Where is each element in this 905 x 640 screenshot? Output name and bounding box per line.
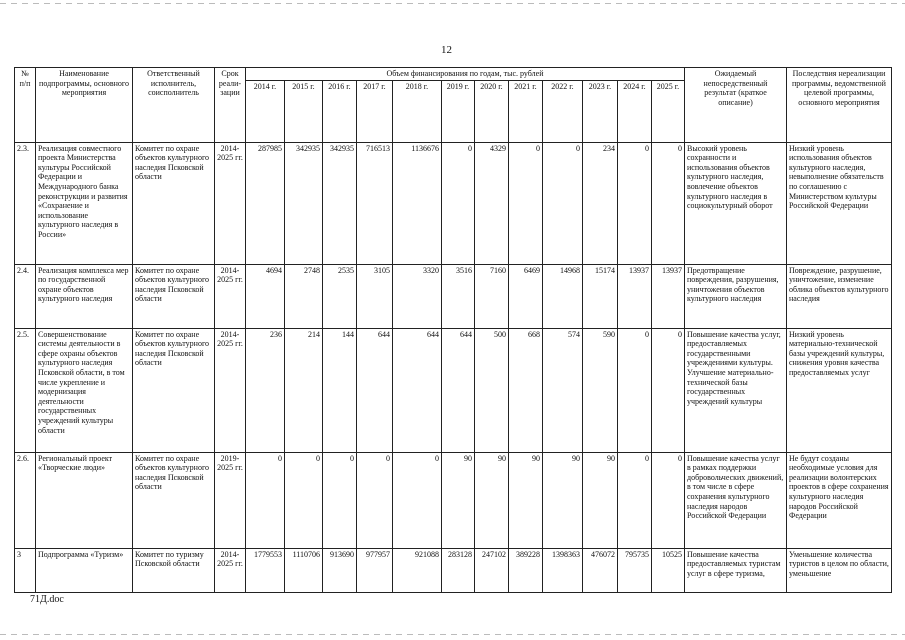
table-row [15,328,892,452]
row-value: 90 [583,452,618,548]
header-responsible: Ответственный исполнитель, соисполнитель [133,68,215,143]
row-value: 590 [583,328,618,452]
row-consequences: Повреждение, разрушение, уничтожение, изменение облика объектов культурного наследия [787,264,892,328]
header-financing: Объем финансирования по годам, тыс. рублей [246,68,685,81]
row-responsible: Комитет по охране объектов культурного наследия Псковской области [133,328,215,452]
row-value: 913690 [323,548,357,592]
row-value: 3320 [393,264,442,328]
row-value: 0 [442,142,475,264]
row-value: 0 [285,452,323,548]
row-name: Региональный проект «Творческие люди» [36,452,133,548]
row-value: 795735 [618,548,652,592]
row-value: 1779553 [246,548,285,592]
row-value: 0 [323,452,357,548]
row-responsible: Комитет по охране объектов культурного наследия Псковской области [133,264,215,328]
row-value: 13937 [652,264,685,328]
row-value: 2748 [285,264,323,328]
year-header: 2015 г. [285,80,323,142]
year-header: 2022 г. [543,80,583,142]
year-header: 2021 г. [509,80,543,142]
document-filename: 71Д.doc [30,594,64,605]
row-result: Повышение качества услуг в рамках поддержки добровольческих движений, в том числе в сфере сохранения культурного наследия народов Российской Федерации [685,452,787,548]
row-value: 14968 [543,264,583,328]
row-value: 1110706 [285,548,323,592]
row-num: 2.5. [15,328,36,452]
row-value: 500 [475,328,509,452]
row-name: Совершенствование системы деятельности в сфере охраны объектов культурного наследия Псковской области, в том числе укрепление и модернизация деятельности государственных учреждений культуры области [36,328,133,452]
row-result: Повышение качества услуг, предоставляемых государственными учреждениями культуры. Улучшение материально-технической базы государственных учреждений культуры [685,328,787,452]
row-value: 234 [583,142,618,264]
row-num: 2.6. [15,452,36,548]
row-value: 1398363 [543,548,583,592]
row-name: Подпрограмма «Туризм» [36,548,133,592]
year-header: 2017 г. [357,80,393,142]
row-result: Высокий уровень сохранности и использования объектов культурного наследия, вовлечение объектов культурного наследия в социокультурный оборот [685,142,787,264]
year-header: 2025 г. [652,80,685,142]
row-consequences: Низкий уровень материально-технической базы учреждений культуры, снижения уровня качества предоставляемых услуг [787,328,892,452]
row-value: 247102 [475,548,509,592]
table-row [15,264,892,328]
year-header: 2020 г. [475,80,509,142]
year-header: 2024 г. [618,80,652,142]
row-result: Повышение качества предоставляемых туристам услуг в сфере туризма, [685,548,787,592]
row-value: 389228 [509,548,543,592]
row-value: 4694 [246,264,285,328]
row-value: 2535 [323,264,357,328]
year-header: 2014 г. [246,80,285,142]
row-value: 0 [652,328,685,452]
row-value: 0 [357,452,393,548]
row-value: 3516 [442,264,475,328]
row-value: 0 [652,452,685,548]
row-value: 668 [509,328,543,452]
row-value: 0 [543,142,583,264]
row-responsible: Комитет по охране объектов культурного наследия Псковской области [133,142,215,264]
row-term: 2014-2025 гг. [215,264,246,328]
row-name: Реализация комплекса мер по государственной охране объектов культурного наследия [36,264,133,328]
scan-edge-top [0,3,905,4]
row-term: 2014-2025 гг. [215,142,246,264]
row-value: 13937 [618,264,652,328]
row-value: 283128 [442,548,475,592]
row-value: 0 [618,328,652,452]
row-value: 977957 [357,548,393,592]
year-header: 2016 г. [323,80,357,142]
row-value: 10525 [652,548,685,592]
year-header: 2018 г. [393,80,442,142]
row-value: 342935 [285,142,323,264]
row-num: 2.3. [15,142,36,264]
financing-table [14,67,892,593]
table-row [15,142,892,264]
row-value: 0 [393,452,442,548]
row-value: 342935 [323,142,357,264]
row-value: 90 [543,452,583,548]
row-term: 2014-2025 гг. [215,328,246,452]
row-value: 3105 [357,264,393,328]
row-value: 716513 [357,142,393,264]
row-value: 0 [652,142,685,264]
row-term: 2019-2025 гг. [215,452,246,548]
row-value: 644 [393,328,442,452]
row-responsible: Комитет по охране объектов культурного наследия Псковской области [133,452,215,548]
row-value: 0 [618,452,652,548]
row-value: 287985 [246,142,285,264]
row-consequences: Уменьшение количества туристов в целом по области, уменьшение [787,548,892,592]
row-value: 214 [285,328,323,452]
row-num: 3 [15,548,36,592]
row-value: 90 [509,452,543,548]
table-row [15,452,892,548]
header-consequences: Последствия нереализации программы, ведомственной целевой программы, основного мероприятия [787,68,892,143]
row-value: 574 [543,328,583,452]
year-header: 2023 г. [583,80,618,142]
row-responsible: Комитет по туризму Псковской области [133,548,215,592]
page-number: 12 [441,44,452,56]
row-value: 15174 [583,264,618,328]
table-row [15,548,892,592]
row-value: 644 [442,328,475,452]
row-term: 2014-2025 гг. [215,548,246,592]
row-value: 4329 [475,142,509,264]
row-value: 921088 [393,548,442,592]
row-value: 0 [509,142,543,264]
row-consequences: Не будут созданы необходимые условия для реализации волонтерских проектов в сфере сохранения культурного наследия народов Российской Федерации [787,452,892,548]
row-num: 2.4. [15,264,36,328]
header-result: Ожидаемый непосредственный результат (краткое описание) [685,68,787,143]
row-value: 476072 [583,548,618,592]
row-value: 644 [357,328,393,452]
row-value: 1136676 [393,142,442,264]
row-consequences: Низкий уровень использования объектов культурного наследия, невыполнение обязательств по соглашению с Министерством культуры Российской Федерации [787,142,892,264]
row-value: 90 [475,452,509,548]
scan-edge-bottom [0,634,905,635]
year-header: 2019 г. [442,80,475,142]
header-num: № п/п [15,68,36,143]
row-value: 0 [246,452,285,548]
row-value: 7160 [475,264,509,328]
header-term: Срок реали-зации [215,68,246,143]
row-value: 0 [618,142,652,264]
row-name: Реализация совместного проекта Министерства культуры Российской Федерации и Международного банка реконструкции и развития «Сохранение и использование культурного наследия в России» [36,142,133,264]
row-value: 6469 [509,264,543,328]
header-name: Наименование подпрограммы, основного мероприятия [36,68,133,143]
row-value: 90 [442,452,475,548]
row-result: Предотвращение повреждения, разрушения, уничтожения объектов культурного наследия [685,264,787,328]
row-value: 236 [246,328,285,452]
row-value: 144 [323,328,357,452]
